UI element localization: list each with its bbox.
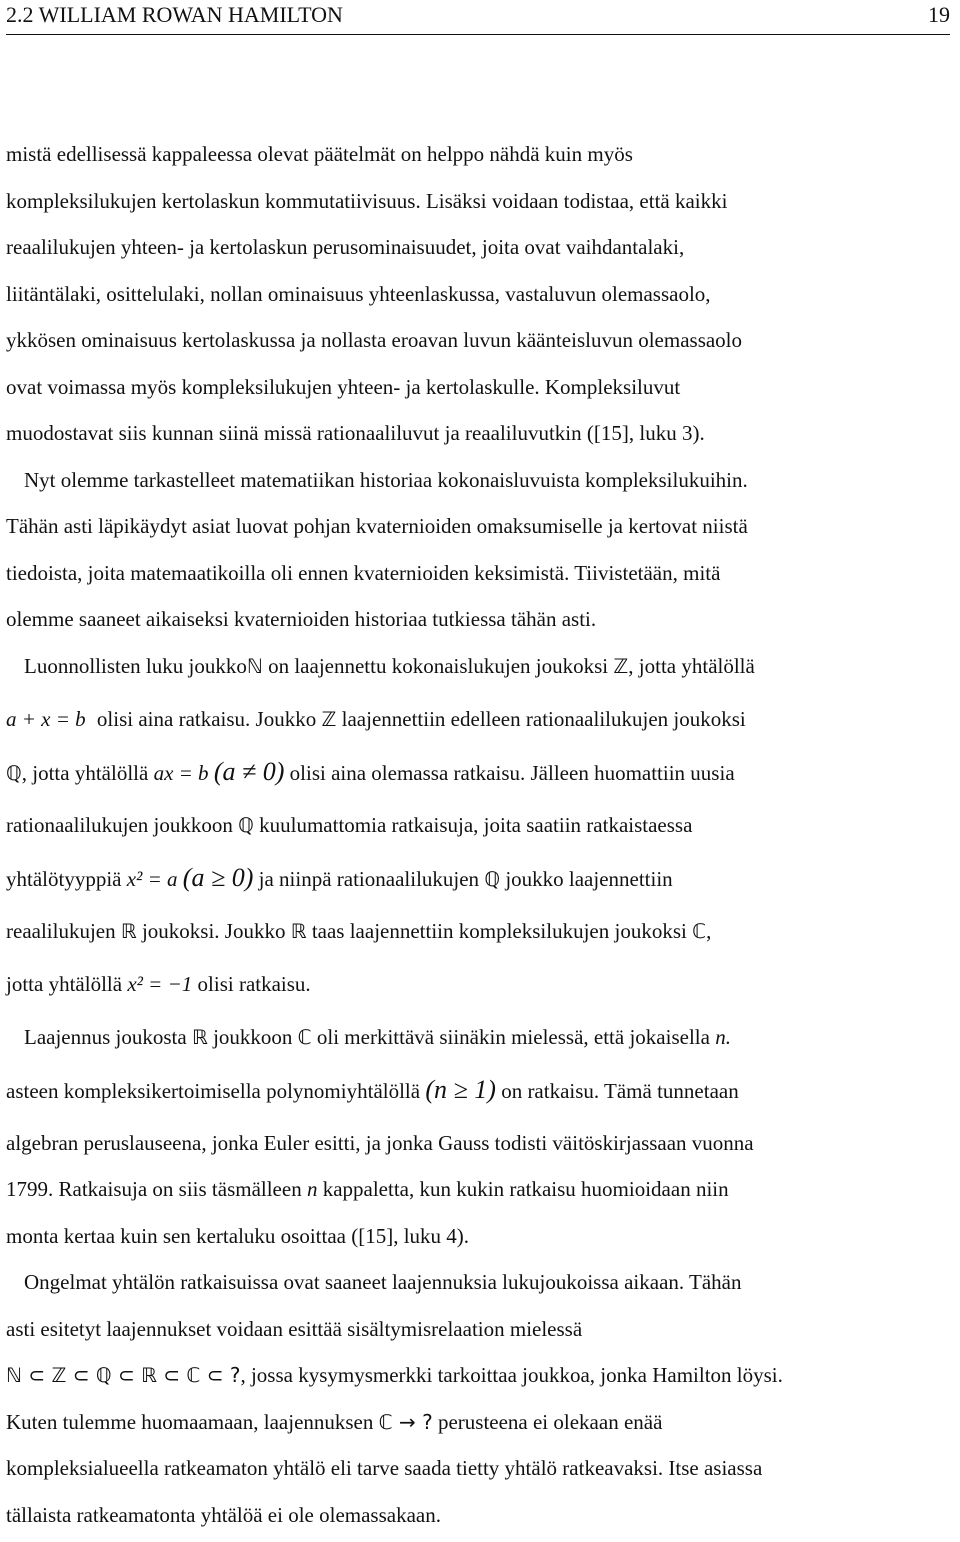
text-line: asteen kompleksikertoimisella polynomiyhtälöllä (n ≥ 1) on ratkaisu. Tämä tunnetaan (6, 1071, 950, 1124)
naturals-symbol: ℕ (247, 654, 263, 678)
rationals-symbol: ℚ (6, 761, 22, 785)
text-line: ovat voimassa myös kompleksilukujen yhteen- ja kertolaskulle. Kompleksiluvut (6, 368, 950, 415)
text-line: kompleksilukujen kertolaskun kommutatiivisuus. Lisäksi voidaan todistaa, että kaikki (6, 182, 950, 229)
text-line: asti esitetyt laajennukset voidaan esittää sisältymisrelaation mielessä (6, 1310, 950, 1357)
equation-a-plus-x: a + x = b (6, 707, 86, 731)
text-line: liitäntälaki, osittelulaki, nollan ominaisuus yhteenlaskussa, vastaluvun olemassaolo, (6, 275, 950, 322)
text-line: monta kertaa kuin sen kertaluku osoittaa ([15], luku 4). (6, 1217, 950, 1264)
text-line: yhtälötyyppiä x² = a (a ≥ 0) ja niinpä rationaalilukujen ℚ joukko laajennettiin (6, 859, 950, 912)
extension-arrow: ℂ → ? (379, 1410, 433, 1434)
page-number: 19 (928, 2, 950, 28)
header-rule (6, 34, 950, 35)
equation-x-squared-minus-one: x² = −1 (127, 972, 192, 996)
text-line: a + x = b olisi aina ratkaisu. Joukko ℤ laajennettiin edelleen rationaalilukujen joukoksi (6, 700, 950, 753)
text-line: jotta yhtälöllä x² = −1 olisi ratkaisu. (6, 965, 950, 1018)
equation-x-squared-a: x² = a (127, 867, 178, 891)
running-header (6, 2, 950, 30)
rationals-symbol: ℚ (484, 867, 500, 891)
text-line: Luonnollisten luku joukkoℕ on laajennettu kokonaislukujen joukoksi ℤ, jotta yhtälöllä (6, 647, 950, 700)
reals-symbol: ℝ (291, 919, 307, 943)
complex-symbol: ℂ (298, 1025, 312, 1049)
text-line: 1799. Ratkaisuja on siis täsmälleen n kappaletta, kun kukin ratkaisu huomioidaan niin (6, 1170, 950, 1217)
complex-symbol: ℂ (692, 919, 706, 943)
text-line: Nyt olemme tarkastelleet matematiikan historiaa kokonaisluvuista kompleksilukuihin. (6, 461, 950, 508)
integers-symbol: ℤ (613, 654, 628, 678)
integers-symbol: ℤ (321, 707, 336, 731)
section-title: 2.2 WILLIAM ROWAN HAMILTON (6, 2, 343, 28)
reals-symbol: ℝ (192, 1025, 208, 1049)
reals-symbol: ℝ (121, 919, 137, 943)
equation-ax-b: ax = b (154, 761, 209, 785)
text-line: kompleksialueella ratkeamaton yhtälö eli tarve saada tietty yhtälö ratkeavaksi. Itse asiassa (6, 1449, 950, 1496)
condition-a-nonzero: (a ≠ 0) (214, 757, 285, 786)
text-line: rationaalilukujen joukkoon ℚ kuulumattomia ratkaisuja, joita saatiin ratkaistaessa (6, 806, 950, 859)
text-line: ℕ ⊂ ℤ ⊂ ℚ ⊂ ℝ ⊂ ℂ ⊂ ?, jossa kysymysmerkki tarkoittaa joukkoa, jonka Hamilton löysi. (6, 1356, 950, 1403)
text-line: mistä edellisessä kappaleessa olevat päätelmät on helppo nähdä kuin myös (6, 135, 950, 182)
text-line: reaalilukujen ℝ joukoksi. Joukko ℝ taas laajennettiin kompleksilukujen joukoksi ℂ, (6, 912, 950, 965)
text-line: ℚ, jotta yhtälöllä ax = b (a ≠ 0) olisi aina olemassa ratkaisu. Jälleen huomattiin uusia (6, 753, 950, 806)
set-inclusion-chain: ℕ ⊂ ℤ ⊂ ℚ ⊂ ℝ ⊂ ℂ ⊂ ? (6, 1363, 240, 1387)
text-line: reaalilukujen yhteen- ja kertolaskun perusominaisuudet, joita ovat vaihdantalaki, (6, 228, 950, 275)
text-line: tiedoista, joita matemaatikoilla oli ennen kvaternioiden keksimistä. Tiivistetään, mitä (6, 554, 950, 601)
variable-n: n. (715, 1025, 731, 1049)
text-line: Tähän asti läpikäydyt asiat luovat pohjan kvaternioiden omaksumiselle ja kertovat niistä (6, 507, 950, 554)
text-line: algebran peruslauseena, jonka Euler esitti, ja jonka Gauss todisti väitöskirjassaan vuonna (6, 1124, 950, 1171)
text-line: tällaista ratkeamatonta yhtälöä ei ole olemassakaan. (6, 1496, 950, 1542)
body-text (6, 135, 950, 1542)
rationals-symbol: ℚ (238, 813, 254, 837)
text-line: Ongelmat yhtälön ratkaisuissa ovat saaneet laajennuksia lukujoukoissa aikaan. Tähän (6, 1263, 950, 1310)
condition-a-nonneg: (a ≥ 0) (183, 863, 254, 892)
text-line: ykkösen ominaisuus kertolaskussa ja nollasta eroavan luvun käänteisluvun olemassaolo (6, 321, 950, 368)
text-line: Kuten tulemme huomaamaan, laajennuksen ℂ → ? perusteena ei olekaan enää (6, 1403, 950, 1450)
text-line: olemme saaneet aikaiseksi kvaternioiden historiaa tutkiessa tähän asti. (6, 600, 950, 647)
condition-n-geq-one: (n ≥ 1) (425, 1075, 496, 1104)
variable-n: n (307, 1177, 318, 1201)
text-line: muodostavat siis kunnan siinä missä rationaaliluvut ja reaaliluvutkin ([15], luku 3). (6, 414, 950, 461)
text-line: Laajennus joukosta ℝ joukkoon ℂ oli merkittävä siinäkin mielessä, että jokaisella n. (6, 1018, 950, 1071)
